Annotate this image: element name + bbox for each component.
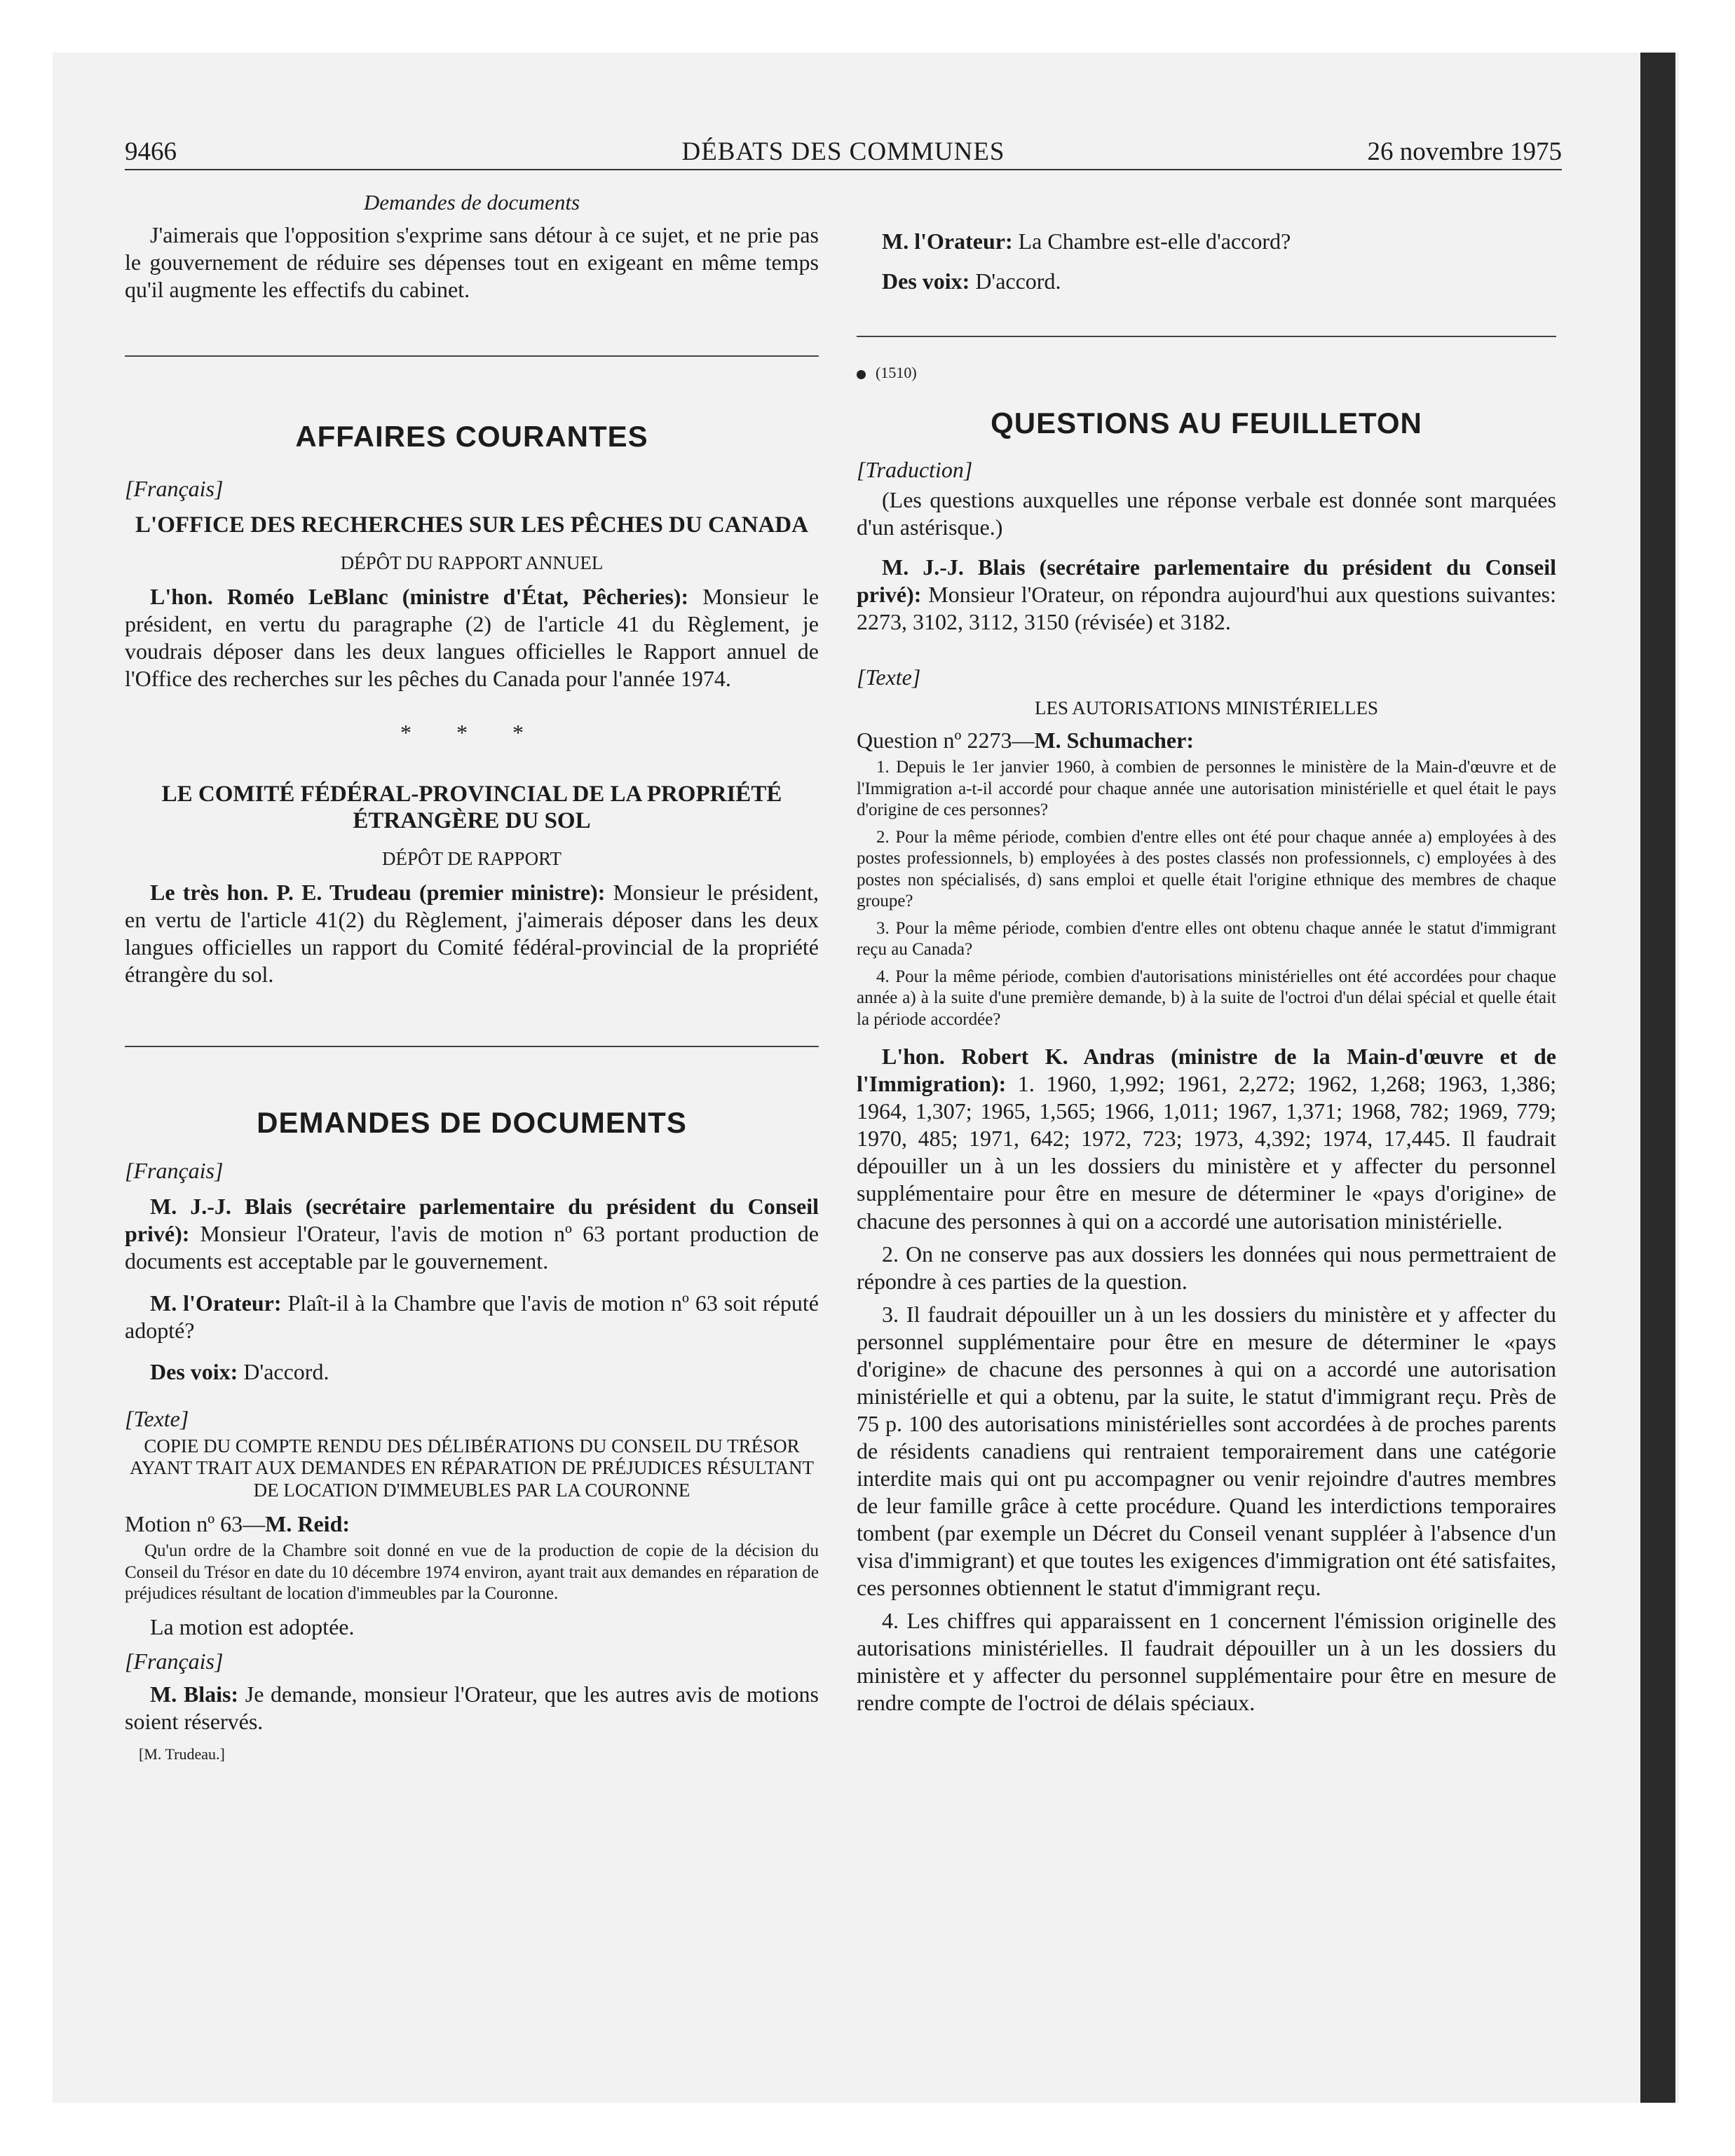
speaker-name: M. J.-J. Blais (secrétaire parlementaire du président du Conseil privé): — [125, 1194, 819, 1247]
question-part-2: 2. Pour la même période, combien d'entre elles ont été pour chaque année a) employées à des postes professionnels, b) employées à des postes classés non professionnels, c) employées à des postes non spécialisés, d) sans emploi et quelle était l'origine ethnique des membres de chaque groupe? — [857, 827, 1556, 911]
motion-result: La motion est adoptée. — [150, 1613, 355, 1639]
answer-part-4: 4. Les chiffres qui apparaissent en 1 concernent l'émission originelle des autorisations ministérielles. Il faudrait dépouiller un à un les dossiers du ministère et y affecter du personnel supplémentaire pour être en mesure de rendre compte de l'octroi de délais spéciaux. — [857, 1607, 1556, 1716]
section-stars: * * * — [400, 720, 543, 746]
right-column — [857, 228, 1556, 1717]
publication-date: 26 novembre 1975 — [1367, 137, 1562, 166]
andras-answer — [857, 1043, 1556, 1234]
statement-text: Plaît-il à la Chambre que l'avis de motion nº 63 soit réputé adopté? — [125, 1290, 819, 1343]
language-tag: [Français] — [125, 1158, 224, 1184]
blais-statement — [125, 1193, 819, 1275]
section-divider — [125, 1046, 819, 1047]
affaires-heading: AFFAIRES COURANTES — [295, 419, 648, 453]
autorisations-heading: LES AUTORISATIONS MINISTÉRIELLES — [1034, 697, 1378, 719]
translation-tag: [Traduction] — [857, 457, 973, 483]
statement-text: D'accord. — [243, 1358, 329, 1384]
question-number: Question nº 2273— — [857, 728, 1035, 753]
running-head: Demandes de documents — [363, 190, 580, 214]
question-part-3: 3. Pour la même période, combien d'entre elles ont obtenu chaque année le statut d'immigrant reçu au Canada? — [857, 918, 1556, 960]
motion-text: Qu'un ordre de la Chambre soit donné en vue de la production de copie de la décision du Conseil du Trésor en date du 10 décembre 1974 environ, ayant trait aux demandes en réparation de préjudices résultant de location d'immeubles par la Couronne. — [125, 1541, 819, 1604]
leblanc-statement — [125, 583, 819, 692]
voix-reply — [857, 268, 1556, 295]
orateur-statement — [125, 1290, 819, 1344]
orateur-question — [857, 228, 1556, 255]
section-divider — [125, 355, 819, 357]
office-subheading: DÉPÔT DU RAPPORT ANNUEL — [340, 552, 604, 574]
scan-edge — [1640, 53, 1675, 2103]
text-tag: [Texte] — [125, 1405, 189, 1431]
comite-heading: LE COMITÉ FÉDÉRAL-PROVINCIAL DE LA PROPRIÉTÉ ÉTRANGÈRE DU SOL — [161, 782, 782, 834]
motion-title — [125, 1510, 819, 1538]
intro-paragraph: J'aimerais que l'opposition s'exprime sans détour à ce sujet, et ne prie pas le gouvernement de réduire ses dépenses tout en exigeant en même temps qu'il augmente les effectifs du cabinet. — [125, 221, 819, 302]
statement-text: Monsieur le président, en vertu de l'article 41(2) du Règlement, j'aimerais déposer dans les deux langues officielles un rapport du Comité fédéral-provincial de la propriété étrangère du sol. — [125, 880, 819, 988]
statement-text: Monsieur le président, en vertu du paragraphe (2) de l'article 41 du Règlement, je voudrais déposer dans les deux langues officielles le Rapport annuel de l'Office des recherches sur les pêches du Canada pour l'année 1974. — [125, 584, 819, 692]
page-number: 9466 — [125, 137, 177, 166]
comite-subheading: DÉPÔT DE RAPPORT — [382, 848, 562, 870]
speaker-name: M. Blais: — [150, 1681, 239, 1707]
text-tag: [Texte] — [857, 664, 921, 690]
asterisk-note: (Les questions auxquelles une réponse verbale est donnée sont marquées d'un astérisque.) — [857, 487, 1556, 540]
question-part-4: 4. Pour la même période, combien d'autorisations ministérielles ont été accordées pour chaque année a) à la suite d'une première demande, b) à la suite de l'octroi d'un délai spécial et quelle était la période accordée? — [857, 967, 1556, 1029]
statement-text: Monsieur l'Orateur, on répondra aujourd'hui aux questions suivantes: 2273, 3102, 3112, 3150 (révisée) et 3182. — [857, 582, 1557, 635]
speaker-name: M. J.-J. Blais (secrétaire parlementaire du président du Conseil privé): — [857, 554, 1556, 608]
page-header — [125, 137, 1562, 170]
footer-note: [M. Trudeau.] — [139, 1745, 225, 1763]
bullet-icon — [857, 370, 866, 379]
time-stamp: (1510) — [876, 364, 917, 382]
speaker-name: M. l'Orateur: — [150, 1290, 282, 1316]
speaker-name: L'hon. Roméo LeBlanc (ministre d'État, Pêcheries): — [150, 584, 689, 610]
question-part-1: 1. Depuis le 1er janvier 1960, à combien de personnes le ministère de la Main-d'œuvre et de l'Immigration a-t-il accordé pour chaque année une autorisation ministérielle et quel était le pays d'origine de ces personnes? — [857, 758, 1556, 820]
answer-part-3: 3. Il faudrait dépouiller un à un les dossiers du ministère et y affecter du personnel supplémentaire pour être en mesure de déterminer le «pays d'origine» de chacune des personnes à qui on a accordé une autorisation ministérielle et qui a obtenu, par la suite, le statut d'immigrant reçu. Près de 75 p. 100 des autorisations ministérielles sont accordées à de proches parents de résidents canadiens qui rentraient temporairement dans une catégorie interdite mais qui ont pu accompagner ou venir rejoindre d'autres membres de leur famille grâce à cette procédure. Quand les interdictions temporaires tombent (par exemple un Décret du Conseil venant suppléer à l'absence d'un visa d'immigrant) et que toutes les exigences d'immigration ont été satisfaites, ces personnes obtiennent le statut d'immigrant reçu. — [857, 1301, 1556, 1600]
left-column — [125, 189, 819, 1764]
statement-text: Monsieur l'Orateur, l'avis de motion nº 63 portant production de documents est acceptable par le gouvernement. — [125, 1221, 819, 1274]
language-tag: [Français] — [125, 476, 224, 502]
speaker-name: Des voix: — [150, 1358, 238, 1384]
motion-number: Motion nº 63— — [125, 1511, 266, 1537]
copie-heading: COPIE DU COMPTE RENDU DES DÉLIBÉRATIONS DU CONSEIL DU TRÉSOR AYANT TRAIT AUX DEMANDES EN RÉPARATION DE PRÉJUDICES RÉSULTANT DE LOCATION D'IMMEUBLES PAR LA COURONNE — [130, 1435, 814, 1501]
question-author: M. Schumacher: — [1034, 728, 1194, 753]
questions-heading: QUESTIONS AU FEUILLETON — [991, 406, 1422, 439]
statement-text: 1. 1960, 1,992; 1961, 2,272; 1962, 1,268; 1963, 1,386; 1964, 1,307; 1965, 1,565; 1966, 1,011; 1967, 1,371; 1968, 782; 1969, 779; 1970, 485; 1971, 642; 1972, 723; 1973, 4,392; 1974, 17,445. Il faudrait dépouiller un à un les dossiers du ministère et y affecter du personnel supplémentaire pour être en mesure de déterminer le «pays d'origine» de chacune des personnes à qui on a accordé une autorisation ministérielle. — [857, 1071, 1557, 1234]
office-heading: L'OFFICE DES RECHERCHES SUR LES PÊCHES DU CANADA — [135, 512, 808, 538]
answer-part-2: 2. On ne conserve pas aux dossiers les données qui nous permettraient de répondre à ces parties de la question. — [857, 1241, 1556, 1294]
language-tag: [Français] — [125, 1648, 224, 1674]
statement-text: D'accord. — [975, 268, 1061, 294]
speaker-name: M. l'Orateur: — [882, 228, 1013, 254]
section-divider — [857, 336, 1556, 337]
blais-request — [125, 1681, 819, 1735]
trudeau-statement — [125, 879, 819, 988]
speaker-name: Des voix: — [882, 268, 970, 294]
statement-text: La Chambre est-elle d'accord? — [1018, 228, 1291, 254]
time-marker — [857, 364, 1556, 383]
speaker-name: Le très hon. P. E. Trudeau (premier ministre): — [150, 880, 606, 906]
speaker-name: L'hon. Robert K. Andras (ministre de la Main-d'œuvre et de l'Immigration): — [857, 1044, 1556, 1097]
question-title — [857, 727, 1556, 754]
blais-answer-intro — [857, 554, 1556, 636]
publication-title: DÉBATS DES COMMUNES — [681, 137, 1005, 166]
statement-text: Je demande, monsieur l'Orateur, que les autres avis de motions soient réservés. — [125, 1681, 819, 1734]
demandes-heading: DEMANDES DE DOCUMENTS — [257, 1106, 687, 1140]
voix-statement — [125, 1358, 819, 1386]
motion-author: M. Reid: — [265, 1511, 351, 1537]
